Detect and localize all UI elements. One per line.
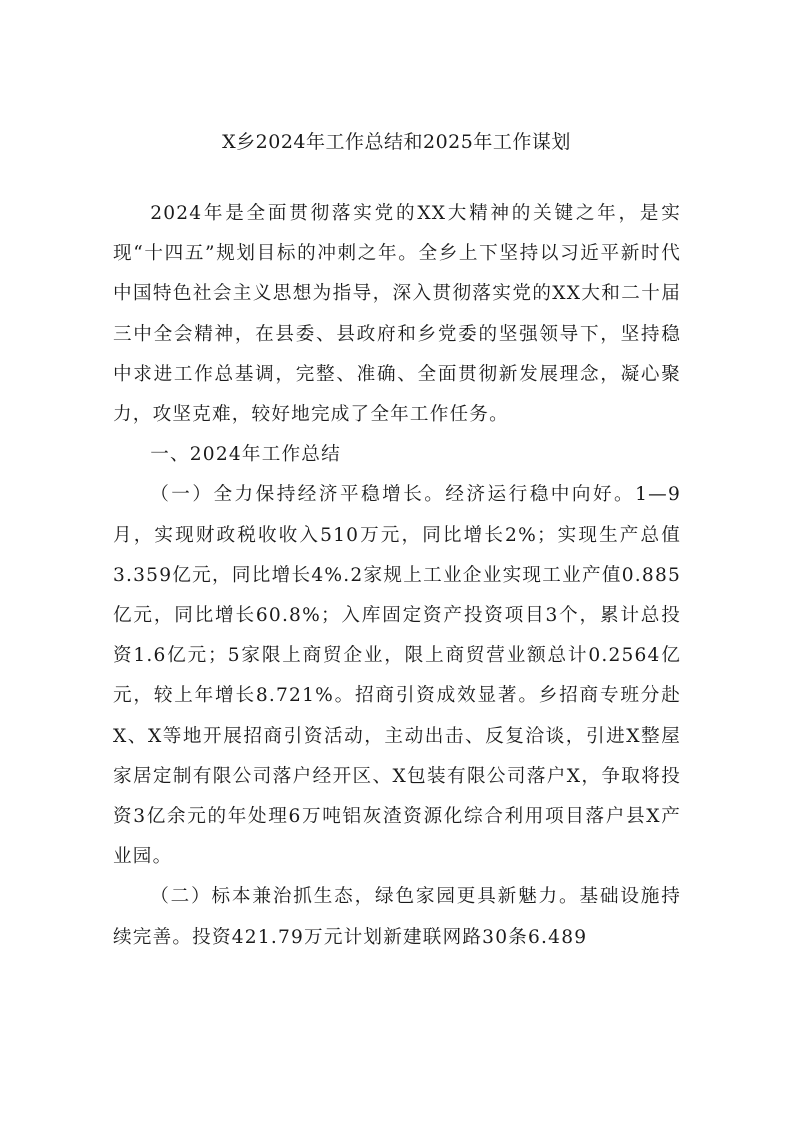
document-title: X乡2024年工作总结和2025年工作谋划 (222, 131, 571, 153)
document-body (113, 194, 681, 958)
section-heading: 一、2024年工作总结 (150, 444, 341, 466)
ecology-paragraph: （二）标本兼治抓生态，绿色家园更具新魅力。基础设施持续完善。投资421.79万元计划新建联网路30条6.489 (113, 886, 681, 948)
economy-paragraph: （一）全力保持经济平稳增长。经济运行稳中向好。1—9月，实现财政税收收入510万元，同比增长2%；实现生产总值3.359亿元，同比增长4%.2家规上工业企业实现工业产值0.885亿元，同比增长60.8%；入库固定资产投资项目3个，累计总投资1.6亿元；5家限上商贸企业，限上商贸营业额总计0.2564亿元，较上年增长8.721%。招商引资成效显著。乡招商专班分赴X、X等地开展招商引资活动，主动出击、反复洽谈，引进X整屋家居定制有限公司落户经开区、X包装有限公司落户X，争取将投资3亿余元的年处理6万吨铝灰渣资源化综合利用项目落户县X产业园。 (113, 484, 681, 868)
intro-paragraph: 2024年是全面贯彻落实党的XX大精神的关键之年，是实现“十四五”规划目标的冲刺之年。全乡上下坚持以习近平新时代中国特色社会主义思想为指导，深入贯彻落实党的XX大和二十届三中全会精神，在县委、县政府和乡党委的坚强领导下，坚持稳中求进工作总基调，完整、准确、全面贯彻新发展理念，凝心聚力，攻坚克难，较好地完成了全年工作任务。 (113, 203, 681, 426)
